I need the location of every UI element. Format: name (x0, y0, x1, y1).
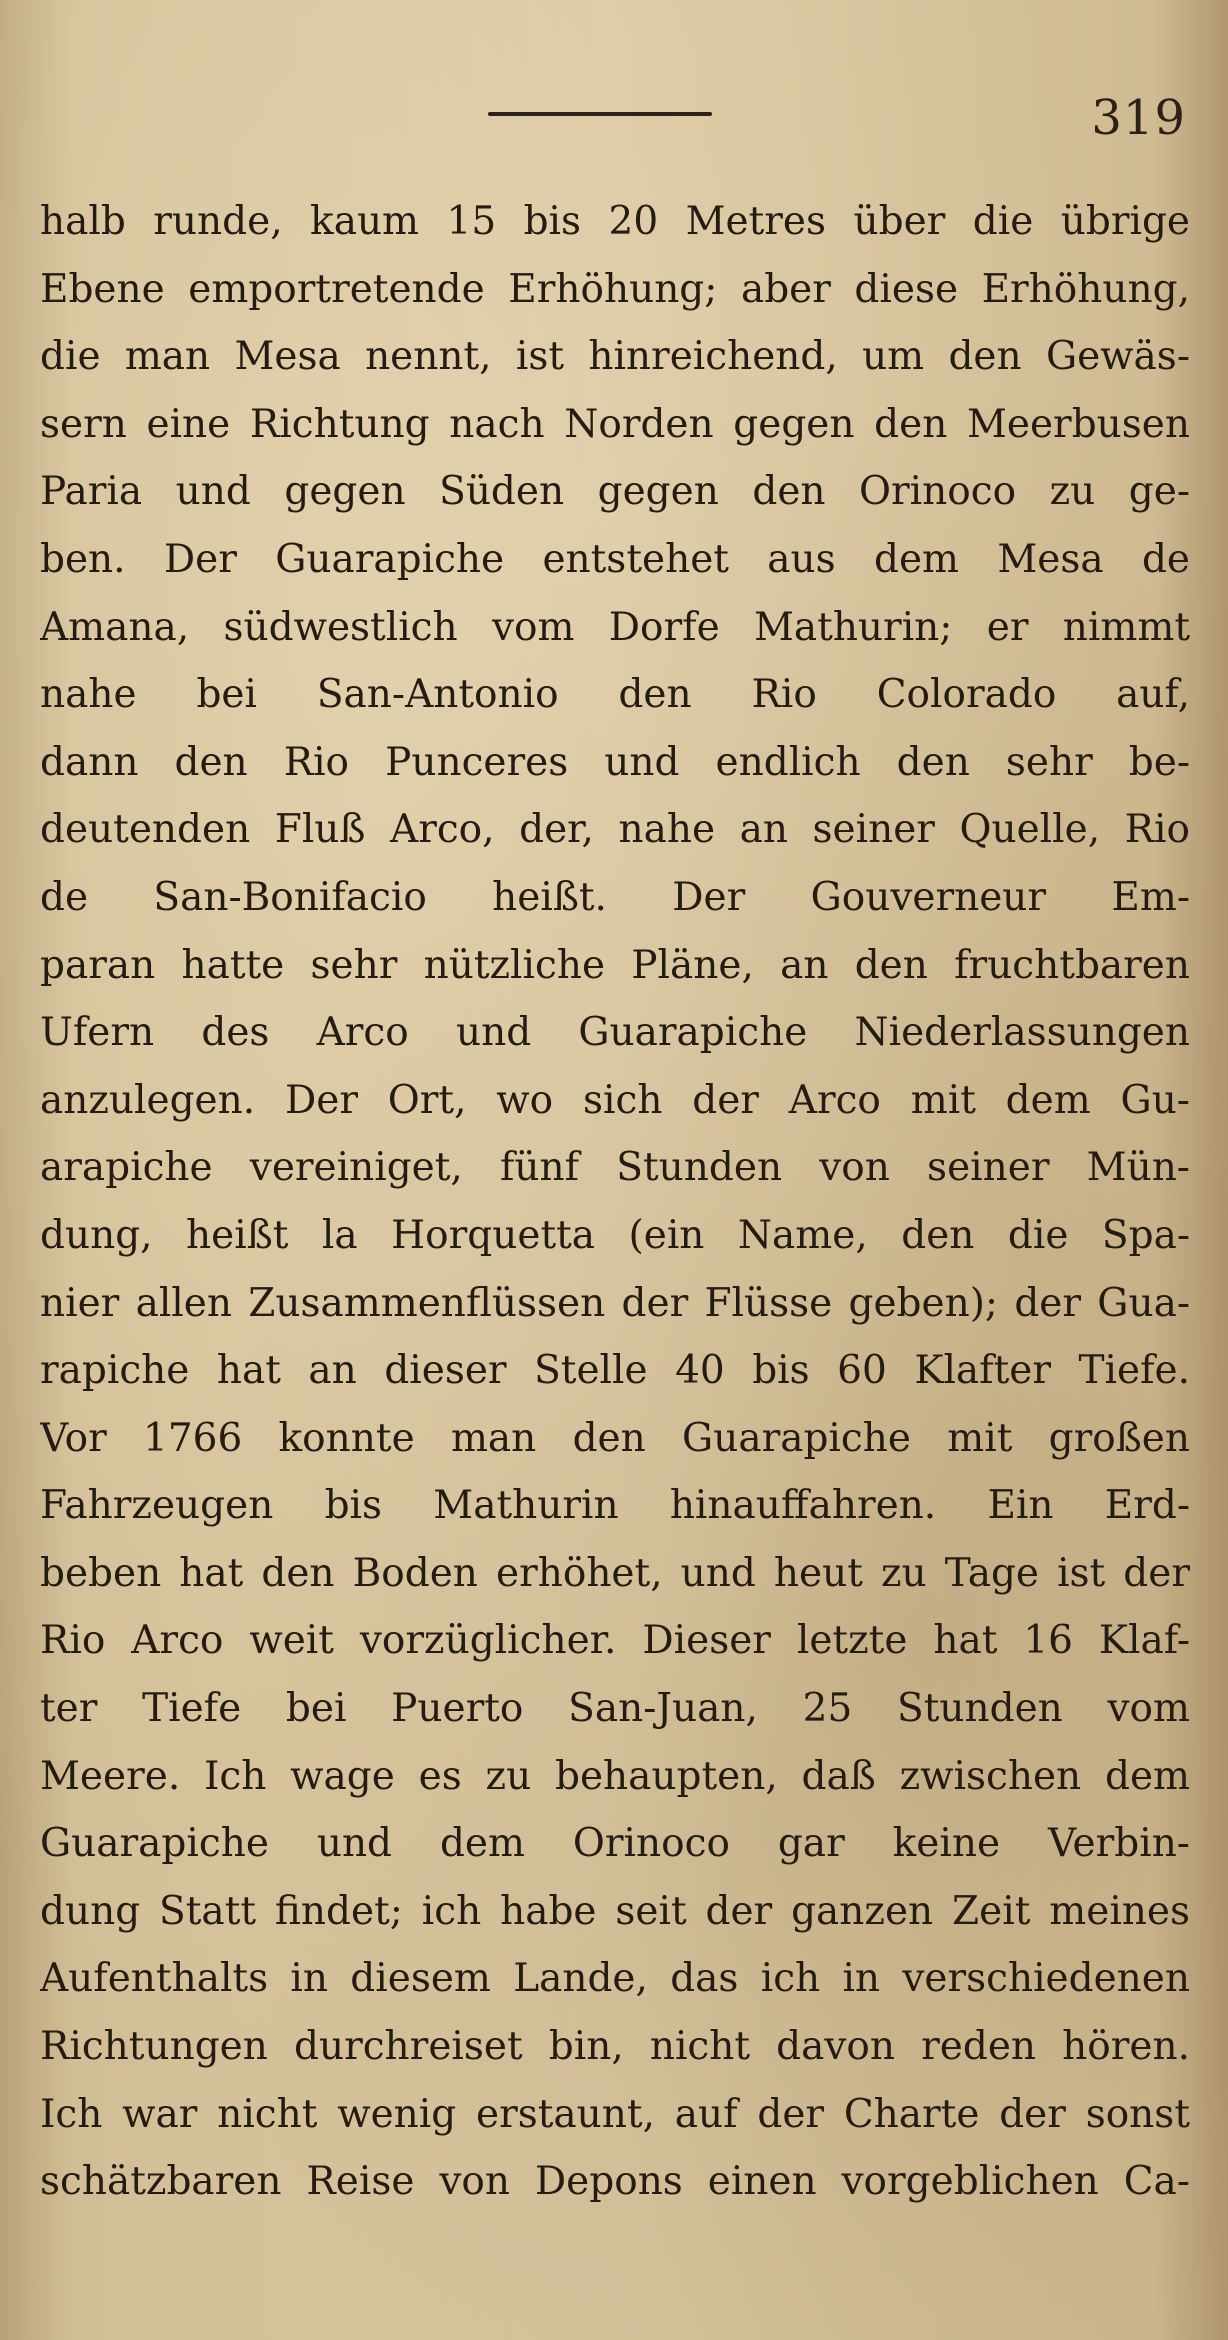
text-line: Ich war nicht wenig erstaunt, auf der Charte der sonst (40, 2091, 1190, 2137)
page-header (0, 90, 1228, 150)
page-number: 319 (1091, 90, 1186, 146)
text-line: dung, heißt la Horquetta (ein Name, den die Spa- (40, 1212, 1190, 1258)
text-line: sern eine Richtung nach Norden gegen den Meerbusen (40, 401, 1190, 447)
text-line: Aufenthalts in diesem Lande, das ich in verschiedenen (40, 1956, 1190, 2002)
text-line: nier allen Zusammenflüssen der Flüsse geben); der Gua- (40, 1280, 1190, 1326)
text-line: Fahrzeugen bis Mathurin hinauffahren. Ein Erd- (40, 1483, 1190, 1529)
text-line: ter Tiefe bei Puerto San-Juan, 25 Stunden vom (40, 1686, 1190, 1732)
text-line: paran hatte sehr nützliche Pläne, an den fruchtbaren (40, 942, 1190, 988)
text-line: de San-Bonifacio heißt. Der Gouverneur Em- (40, 874, 1190, 920)
text-line: halb runde, kaum 15 bis 20 Metres über die übrige (40, 199, 1190, 244)
text-line: Rio Arco weit vorzüglicher. Dieser letzte hat 16 Klaf- (40, 1618, 1190, 1664)
text-line: arapiche vereiniget, fünf Stunden von seiner Mün- (40, 1145, 1190, 1191)
text-line: deutenden Fluß Arco, der, nahe an seiner Quelle, Rio (40, 807, 1190, 853)
text-line: beben hat den Boden erhöhet, und heut zu Tage ist der (40, 1550, 1190, 1596)
text-line: Paria und gegen Süden gegen den Orinoco zu ge- (40, 469, 1190, 515)
text-line: Guarapiche und dem Orinoco gar keine Verbin- (40, 1821, 1190, 1867)
text-line: Ufern des Arco und Guarapiche Niederlassungen (40, 1010, 1190, 1056)
text-line: die man Mesa nennt, ist hinreichend, um den Gewäs- (40, 334, 1190, 380)
text-line: Richtungen durchreiset bin, nicht davon reden hören. (40, 2024, 1190, 2070)
text-line: Meere. Ich wage es zu behaupten, daß zwischen dem (40, 1753, 1190, 1799)
text-line: nahe bei San-Antonio den Rio Colorado auf, (40, 672, 1190, 718)
text-line: dann den Rio Punceres und endlich den sehr be- (40, 739, 1190, 785)
text-line: Ebene emportretende Erhöhung; aber diese Erhöhung, (40, 266, 1190, 312)
header-rule (488, 112, 712, 116)
text-line: Amana, südwestlich vom Dorfe Mathurin; er nimmt (40, 604, 1190, 650)
text-line: anzulegen. Der Ort, wo sich der Arco mit dem Gu- (40, 1077, 1190, 1123)
text-line: Vor 1766 konnte man den Guarapiche mit großen (40, 1415, 1190, 1461)
text-line: ben. Der Guarapiche entstehet aus dem Mesa de (40, 536, 1190, 582)
body-text (40, 188, 1190, 2216)
text-line: dung Statt findet; ich habe seit der ganzen Zeit meines (40, 1888, 1190, 1934)
text-line: rapiche hat an dieser Stelle 40 bis 60 Klafter Tiefe. (40, 1348, 1190, 1394)
text-line: schätzbaren Reise von Depons einen vorgeblichen Ca- (40, 2159, 1190, 2205)
